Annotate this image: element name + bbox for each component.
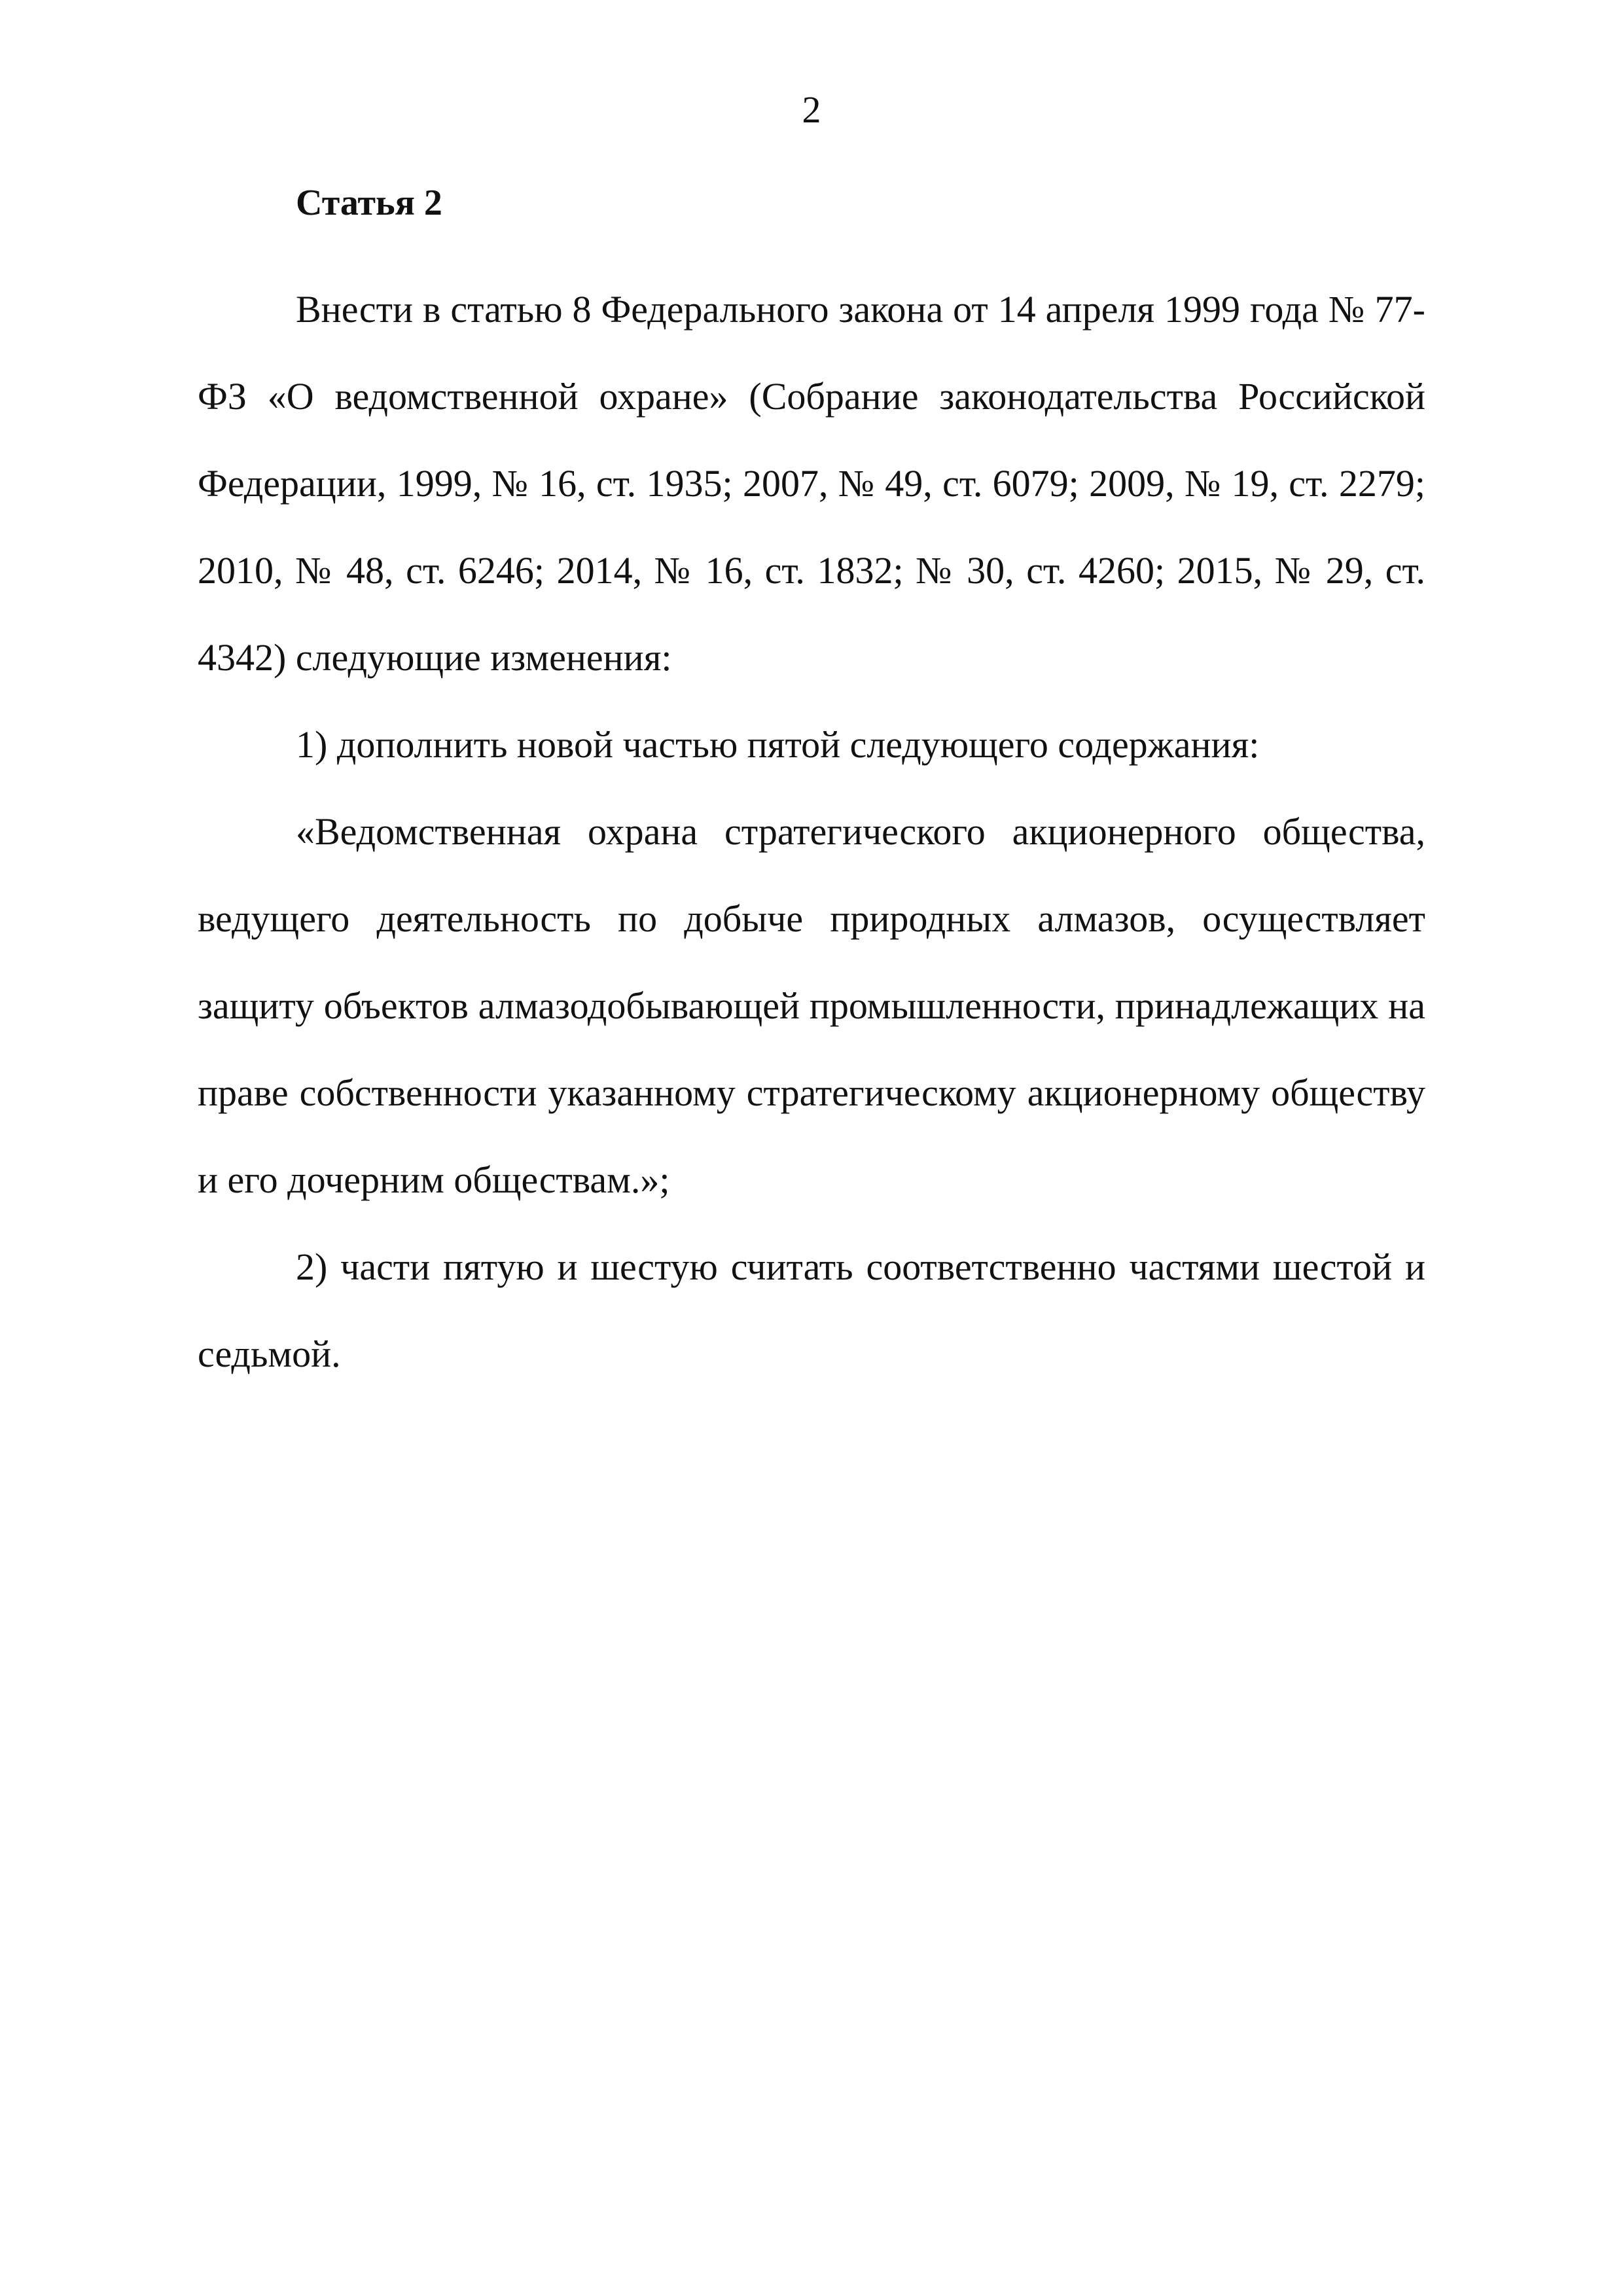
article-body xyxy=(198,266,1425,1397)
paragraph-item-2: 2) части пятую и шестую считать соответственно частями шестой и седьмой. xyxy=(198,1246,1425,1375)
paragraph-quoted-text: «Ведомственная охрана стратегического акционерного общества, ведущего деятельность по добыче природных алмазов, осуществляет защиту объектов алмазодобывающей промышленности, принадлежащих на праве собственности указанному стратегическому акционерному обществу и его дочерним обществам.»; xyxy=(198,810,1425,1201)
paragraph-item-1: 1) дополнить новой частью пятой следующего содержания: xyxy=(296,723,1260,766)
paragraph-amendment-intro: Внести в статью 8 Федерального закона от 14 апреля 1999 года № 77-ФЗ «О ведомственной охране» (Собрание законодательства Российской Федерации, 1999, № 16, ст. 1935; 2007, № 49, ст. 6079; 2009, № 19, ст. 2279; 2010, № 48, ст. 6246; 2014, № 16, ст. 1832; № 30, ст. 4260; 2015, № 29, ст. 4342) следующие изменения: xyxy=(198,288,1425,679)
article-heading: Статья 2 xyxy=(296,183,442,223)
page-number: 2 xyxy=(802,88,821,131)
